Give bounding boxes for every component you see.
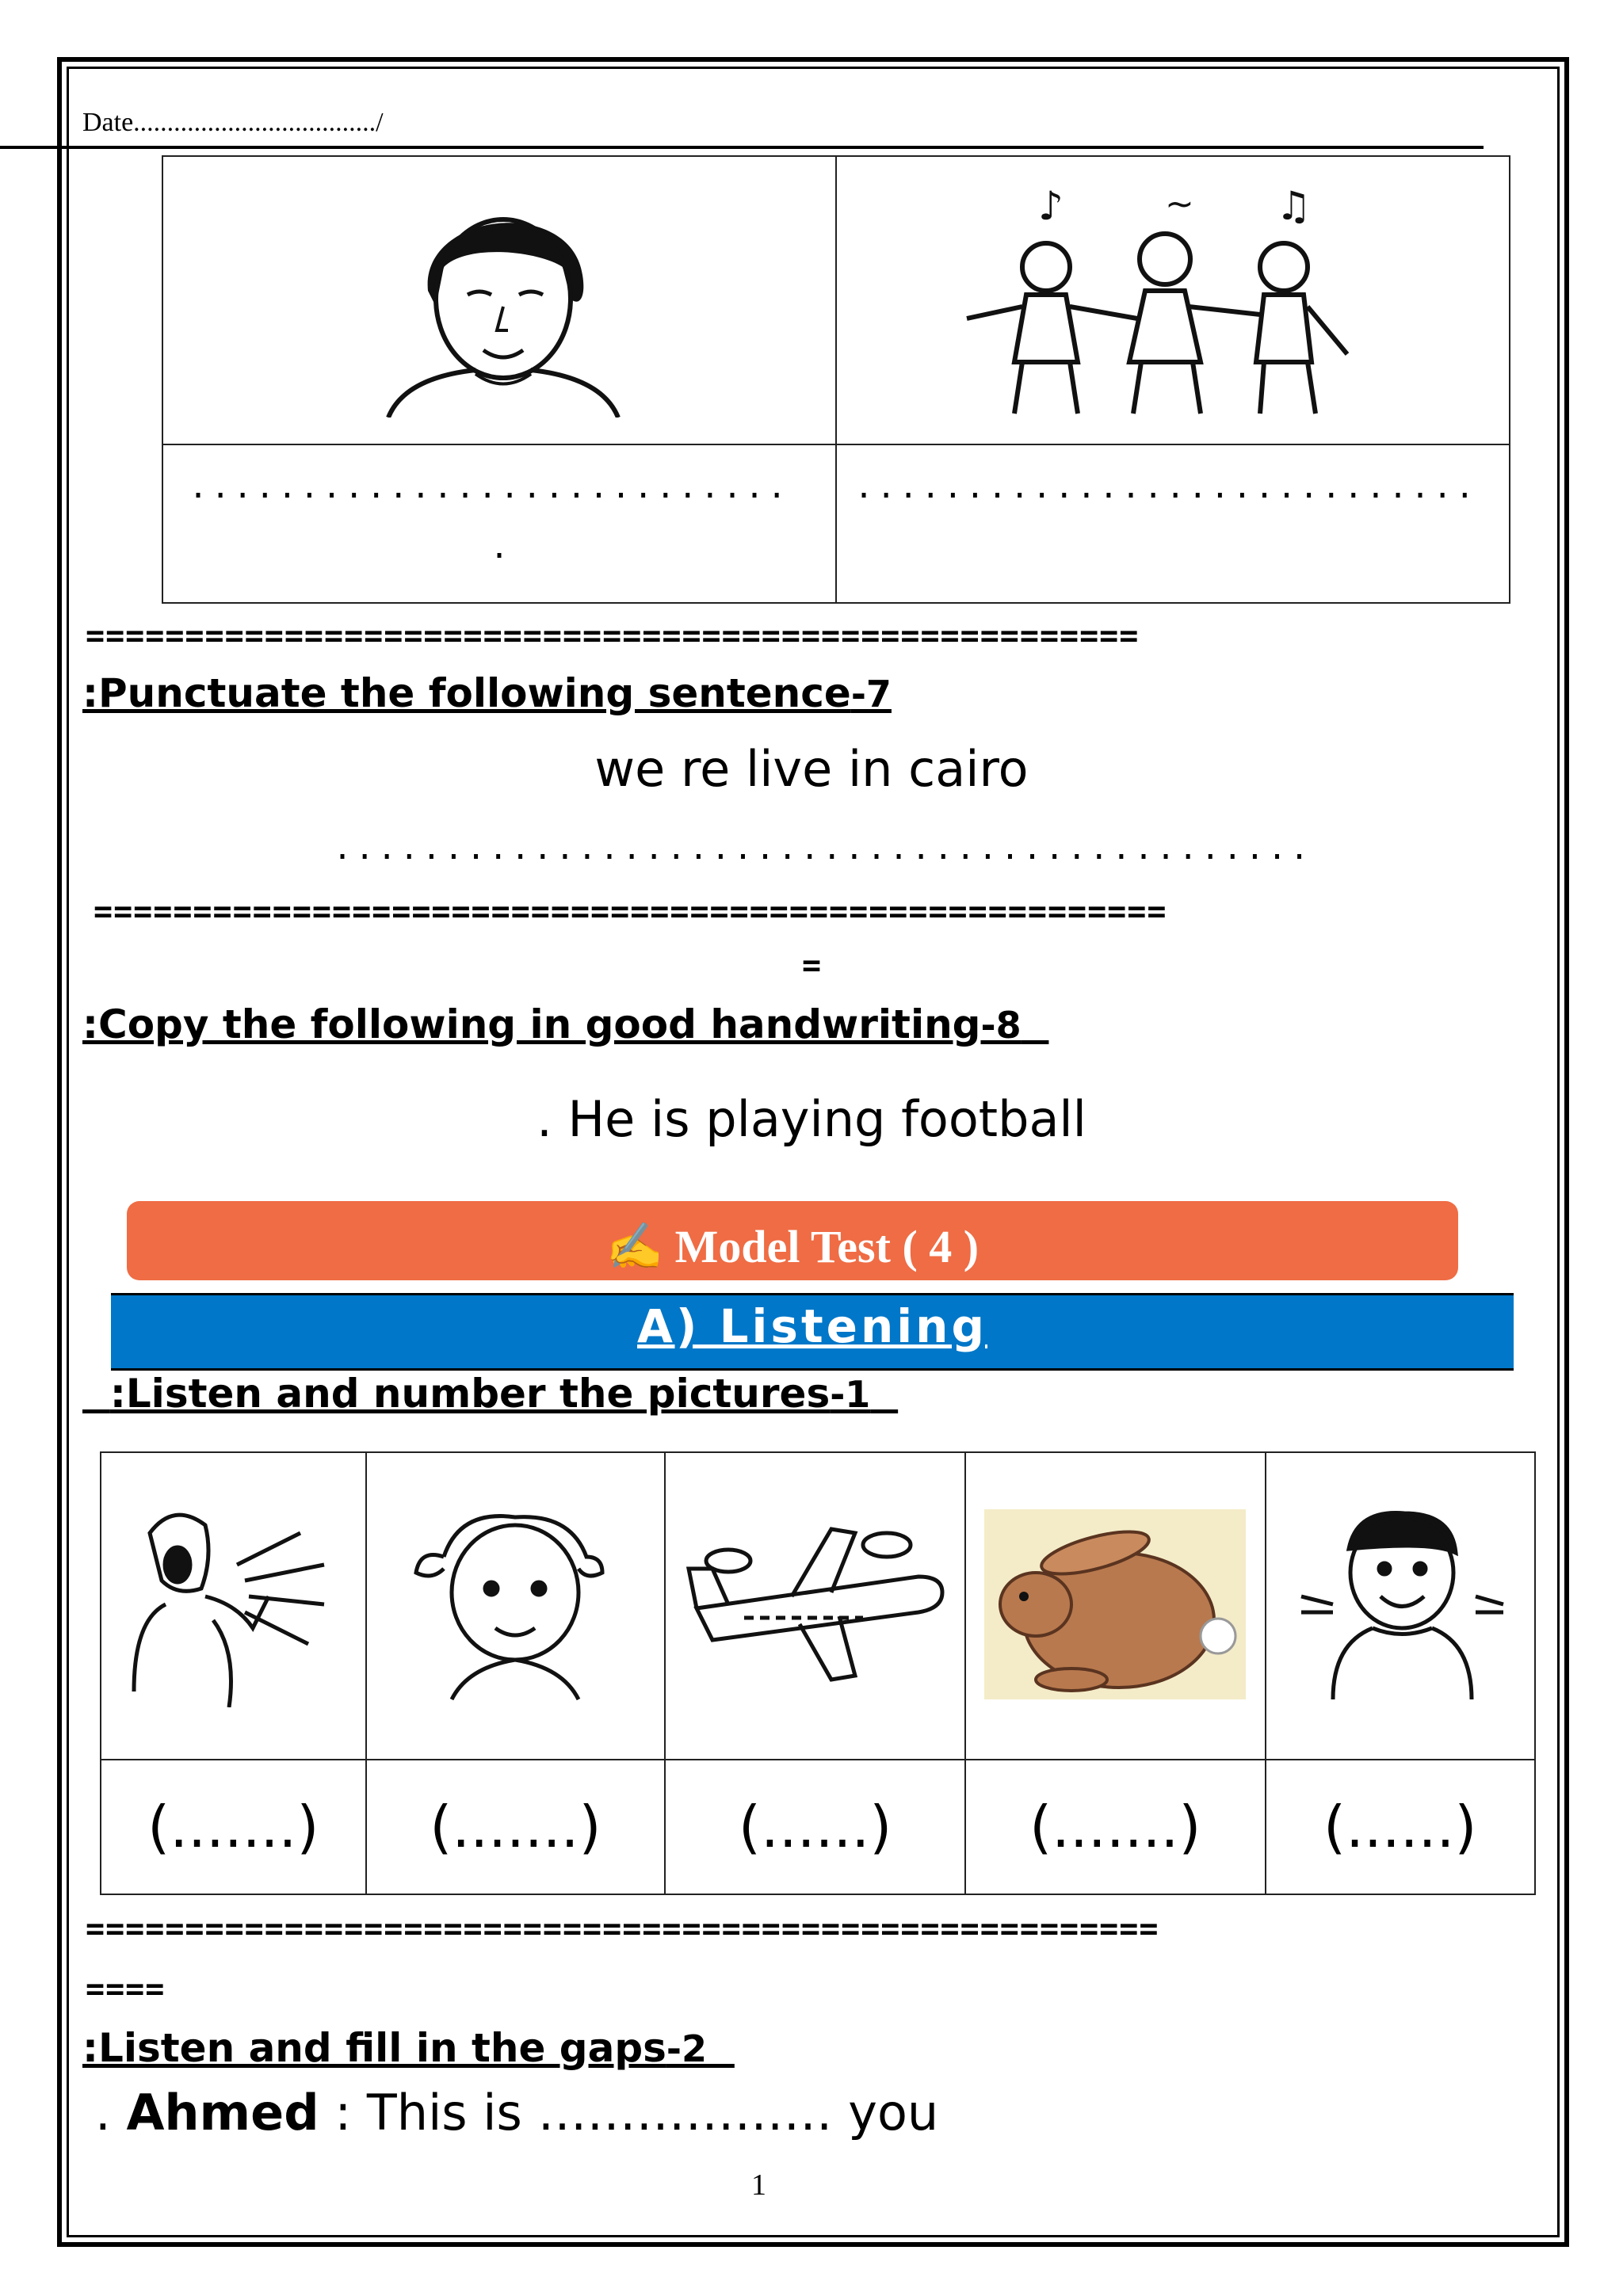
question-2-heading <box>82 2025 735 2071</box>
q2-line-prefix: . <box>95 2084 111 2142</box>
q2-line-text: : This is ……………… you <box>334 2084 939 2142</box>
question-8-number: -8 <box>980 1004 1022 1047</box>
question-1-heading <box>82 1371 898 1417</box>
answer-cell[interactable]: (.......) <box>965 1760 1266 1894</box>
picture-cell <box>366 1452 666 1760</box>
picture-cell <box>836 156 1510 444</box>
question-7-heading <box>82 670 892 716</box>
question-8-text: :Copy the following in good handwriting <box>82 1001 981 1047</box>
answer-cell[interactable]: (......) <box>1266 1760 1535 1894</box>
picture-answer-table <box>162 155 1510 604</box>
airplane-image <box>681 1513 950 1695</box>
boy-portrait-image <box>357 180 642 418</box>
listening-section-title: A) Listening <box>637 1299 987 1353</box>
separator-line: ===================================================== <box>86 618 1140 654</box>
model-test-title: ✍ Model Test ( 4 ) <box>605 1221 980 1272</box>
smiling-boy-image <box>1285 1501 1515 1707</box>
picture-cell <box>101 1452 366 1760</box>
rabbit-image <box>984 1509 1246 1699</box>
q7-answer-line[interactable]: ............................................ <box>333 830 1312 867</box>
date-label: Date..................................../ <box>82 108 384 137</box>
separator-line: ====================================================== <box>94 894 1167 930</box>
q7-sentence: we re live in cairo <box>594 740 1029 798</box>
q8-sentence: . He is playing football <box>537 1090 1086 1148</box>
people-singing-image <box>951 180 1395 418</box>
smiling-girl-image <box>396 1501 634 1707</box>
svg-text:♫: ♫ <box>1276 183 1312 229</box>
answer-dotted-line: ........................... <box>189 469 790 505</box>
separator-line: ====================================================== <box>86 1911 1159 1947</box>
answer-cell[interactable]: (.......) <box>366 1760 666 1894</box>
question-2-text: :Listen and fill in the gaps <box>82 2025 666 2071</box>
question-8-heading <box>82 1001 1048 1047</box>
picture-cell <box>665 1452 965 1760</box>
trailing-dot: . <box>490 529 513 566</box>
picture-cell <box>162 156 836 444</box>
shouting-woman-image <box>118 1501 348 1707</box>
svg-text:♪: ♪ <box>1038 183 1064 229</box>
question-1-text: :Listen and number the pictures <box>109 1371 831 1417</box>
question-7-text: :Punctuate the following sentence <box>82 670 851 716</box>
answer-cell[interactable]: (.......) <box>101 1760 366 1894</box>
answer-cell[interactable]: (......) <box>665 1760 965 1894</box>
answer-dotted-line: ............................ <box>854 469 1478 505</box>
separator-line-end: = <box>802 948 823 984</box>
answer-cell[interactable] <box>836 444 1510 603</box>
question-2-number: -2 <box>666 2027 707 2070</box>
listening-pictures-table <box>100 1451 1536 1895</box>
question-1-number: -1 <box>830 1373 871 1416</box>
page-number: 1 <box>751 2168 766 2202</box>
answer-cell[interactable] <box>162 444 836 603</box>
question-7-number: -7 <box>850 673 892 715</box>
svg-text:~: ~ <box>1165 184 1194 224</box>
q2-dialogue-line <box>95 2084 938 2142</box>
picture-cell <box>965 1452 1266 1760</box>
separator-line-end: ==== <box>86 1971 166 2008</box>
picture-cell <box>1266 1452 1535 1760</box>
q2-speaker: Ahmed <box>126 2084 319 2142</box>
header-divider <box>0 146 1484 149</box>
